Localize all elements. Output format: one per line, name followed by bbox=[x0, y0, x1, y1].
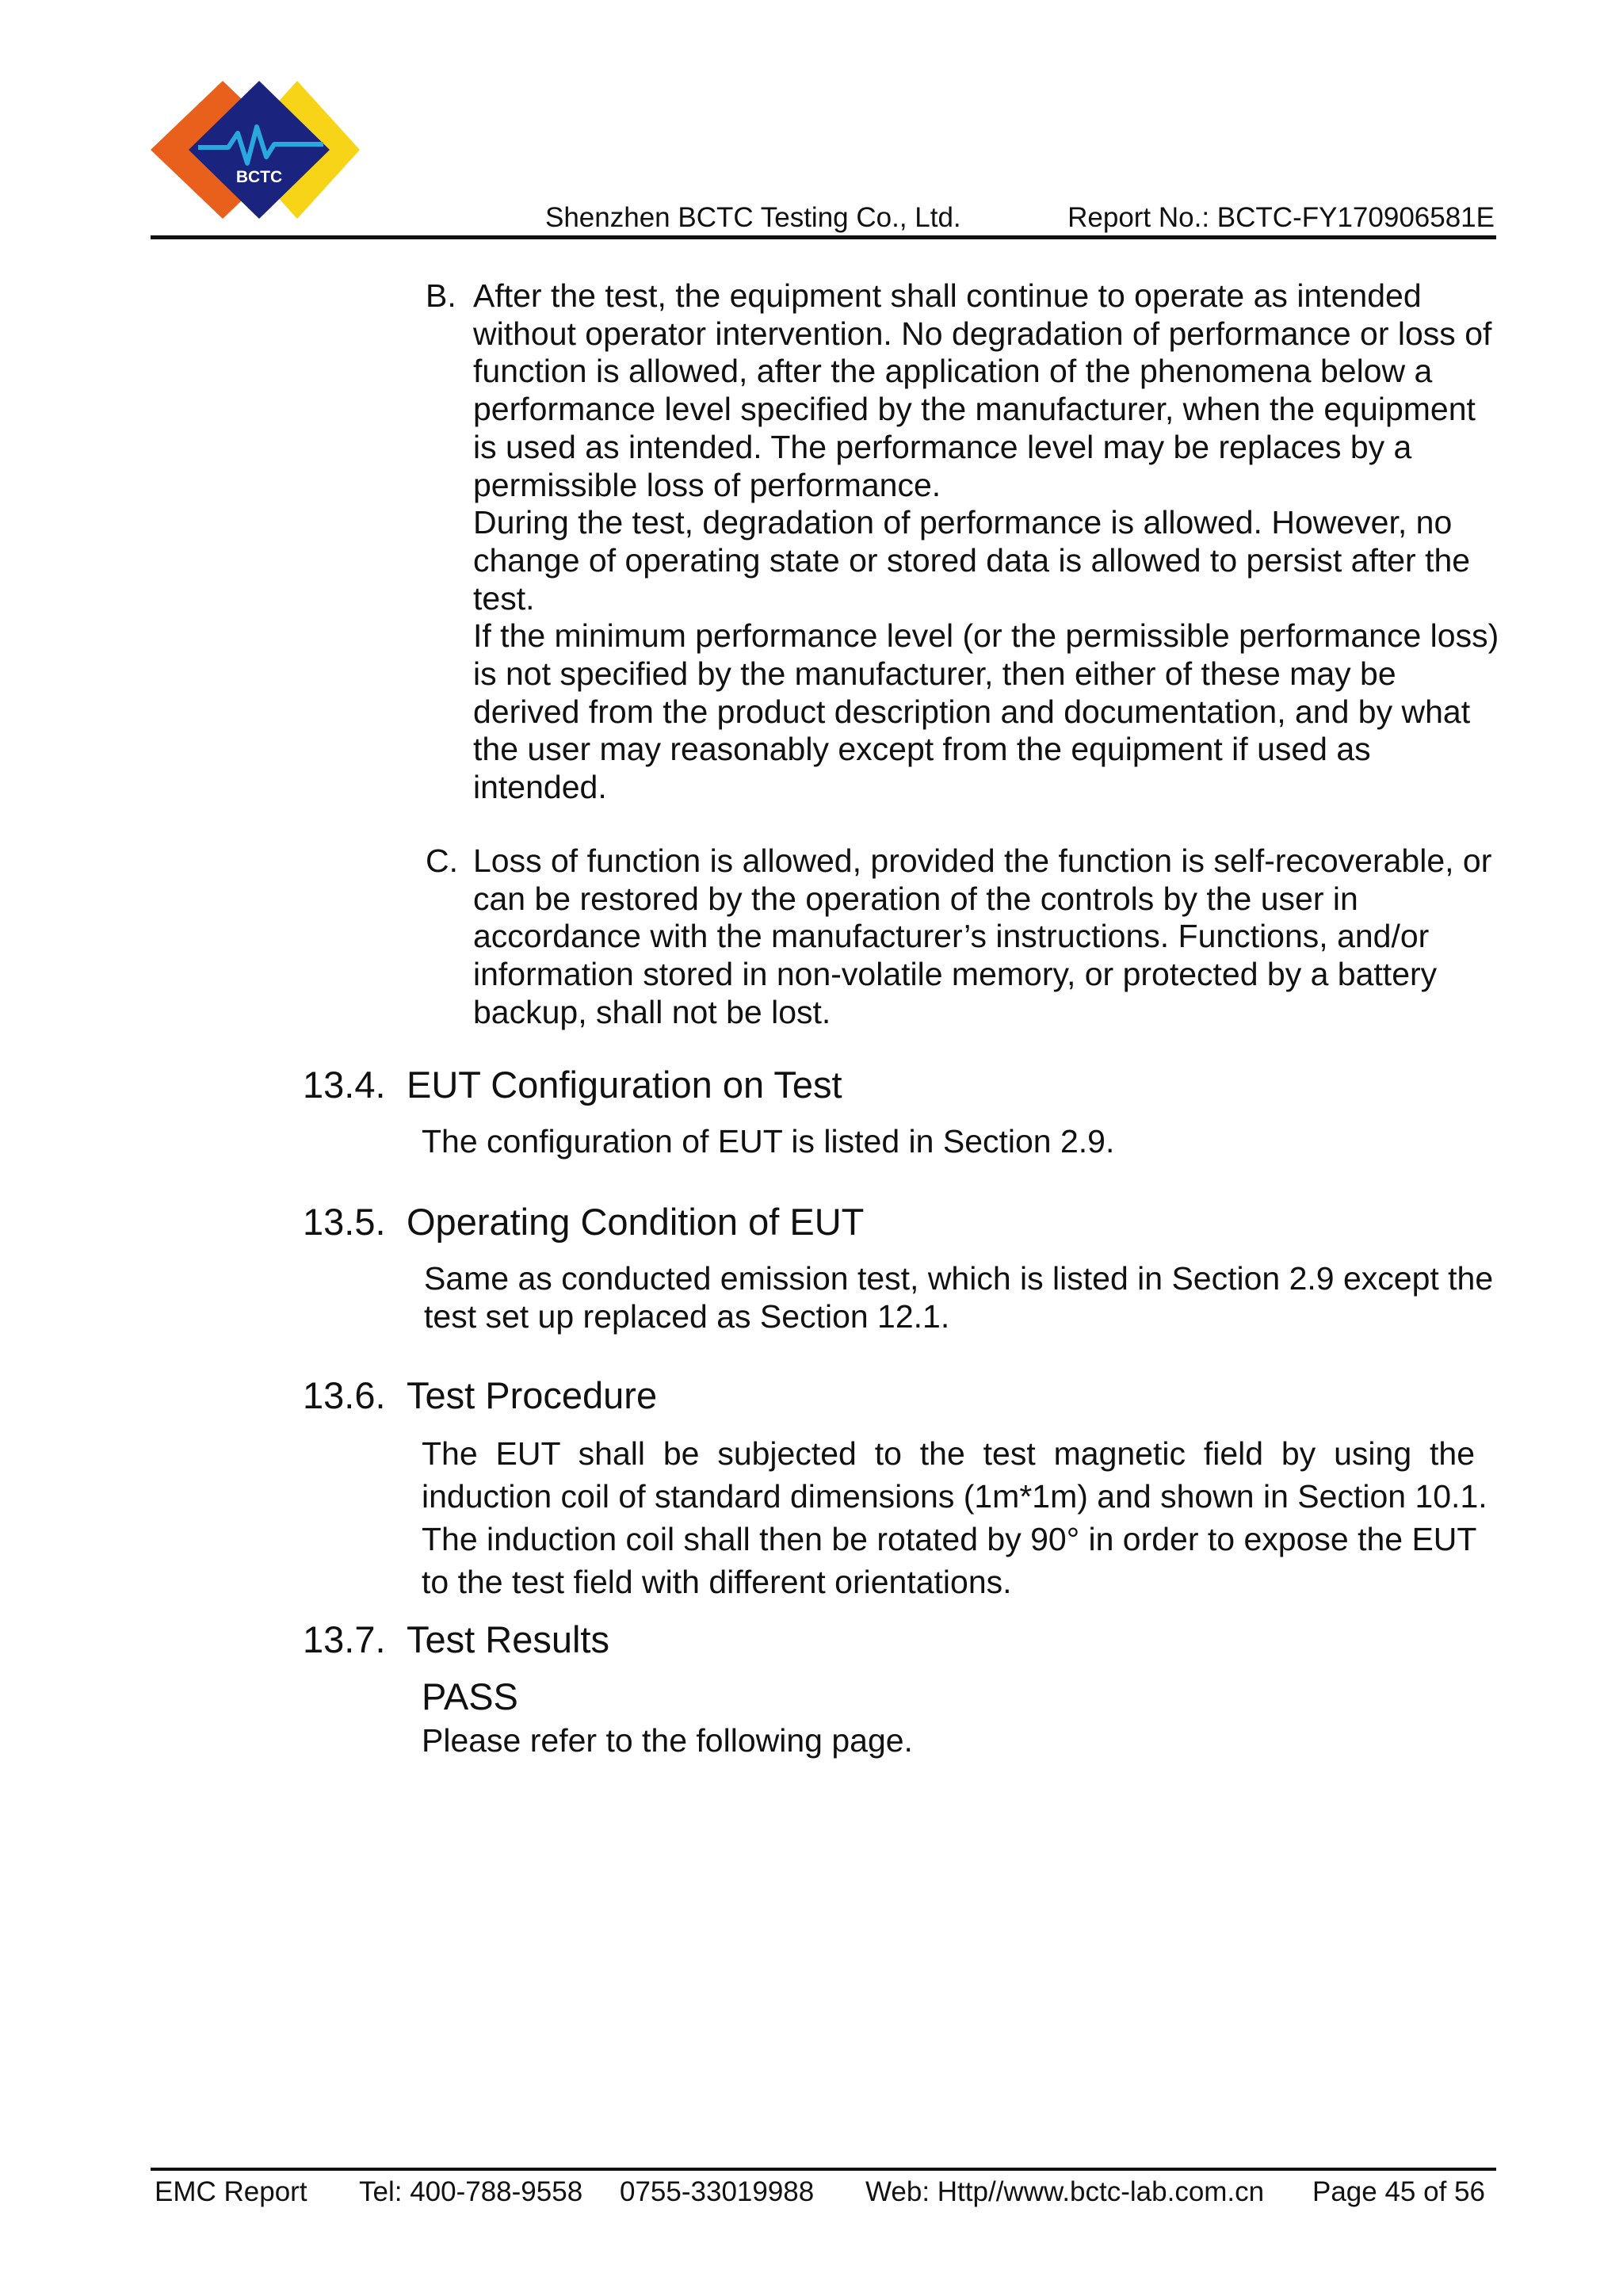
item-c-line: information stored in non-volatile memory, or protected by a battery bbox=[473, 956, 1438, 993]
section-number: 13.5. bbox=[303, 1201, 386, 1243]
bctc-logo bbox=[151, 78, 365, 222]
footer-web: Web: Http//www.bctc-lab.com.cn bbox=[865, 2176, 1265, 2207]
item-c-line: backup, shall not be lost. bbox=[473, 993, 831, 1030]
item-c-letter: C. bbox=[426, 842, 458, 879]
section-line: The configuration of EUT is listed in Section 2.9. bbox=[422, 1123, 1115, 1159]
footer-phone: 0755-33019988 bbox=[620, 2176, 815, 2207]
item-b-line: without operator intervention. No degradation of performance or loss of bbox=[473, 315, 1492, 352]
section-title: Test Procedure bbox=[407, 1374, 658, 1416]
footer-label: EMC Report bbox=[155, 2176, 307, 2207]
item-b-line: change of operating state or stored data is allowed to persist after the bbox=[473, 541, 1471, 579]
section-title: EUT Configuration on Test bbox=[407, 1064, 842, 1106]
section-number: 13.6. bbox=[303, 1374, 386, 1416]
item-b-line: After the test, the equipment shall continue to operate as intended bbox=[473, 277, 1422, 314]
item-b-line: performance level specified by the manufacturer, when the equipment bbox=[473, 391, 1476, 428]
item-b-letter: B. bbox=[426, 277, 456, 314]
item-c-line: accordance with the manufacturer’s instructions. Functions, and/or bbox=[473, 918, 1430, 955]
footer-tel: Tel: 400-788-9558 bbox=[359, 2176, 583, 2207]
item-c-line: can be restored by the operation of the controls by the user in bbox=[473, 880, 1358, 917]
section-line: induction coil of standard dimensions (1m*1m) and shown in Section 10.1. bbox=[422, 1478, 1487, 1515]
section-body bbox=[422, 1122, 1114, 1160]
item-b-line: permissible loss of performance. bbox=[473, 466, 941, 503]
section-line: to the test field with different orientations. bbox=[422, 1564, 1012, 1600]
company-name: Shenzhen BCTC Testing Co., Ltd. bbox=[545, 202, 961, 233]
footer-divider bbox=[151, 2168, 1496, 2171]
section-title: Test Results bbox=[407, 1618, 609, 1660]
report-number: Report No.: BCTC-FY170906581E bbox=[1067, 202, 1495, 233]
result-note: Please refer to the following page. bbox=[422, 1722, 913, 1759]
section-line: Same as conducted emission test, which is listed in Section 2.9 except the bbox=[424, 1260, 1494, 1297]
item-b-line: If the minimum performance level (or the permissible performance loss) bbox=[473, 617, 1499, 655]
logo-text: BCTC bbox=[235, 168, 283, 186]
header-divider bbox=[151, 235, 1496, 239]
item-b-line: the user may reasonably except from the equipment if used as bbox=[473, 731, 1371, 768]
section-number: 13.4. bbox=[303, 1064, 386, 1106]
section-title: Operating Condition of EUT bbox=[407, 1201, 865, 1243]
footer-page-number: Page 45 of 56 bbox=[1312, 2176, 1485, 2207]
section-number: 13.7. bbox=[303, 1618, 386, 1660]
item-b-line: intended. bbox=[473, 769, 607, 806]
item-b-line: is not specified by the manufacturer, then either of these may be bbox=[473, 655, 1396, 693]
section-body bbox=[422, 1432, 1487, 1603]
section-line: The EUT shall be subjected to the test magnetic field by using the bbox=[422, 1435, 1475, 1472]
item-c-line: Loss of function is allowed, provided the function is self-recoverable, or bbox=[473, 842, 1492, 879]
item-b-line: derived from the product description and documentation, and by what bbox=[473, 693, 1471, 730]
section-line: The induction coil shall then be rotated by 90° in order to expose the EUT bbox=[422, 1521, 1477, 1557]
item-b-text bbox=[473, 277, 1598, 807]
item-c-text bbox=[473, 842, 1598, 1032]
result-status: PASS bbox=[422, 1675, 518, 1717]
item-b-line: function is allowed, after the application of the phenomena below a bbox=[473, 353, 1433, 390]
item-b-line: is used as intended. The performance level may be replaces by a bbox=[473, 428, 1412, 465]
section-line: test set up replaced as Section 12.1. bbox=[424, 1298, 950, 1335]
item-b-line: During the test, degradation of performance is allowed. However, no bbox=[473, 504, 1453, 541]
section-body bbox=[424, 1259, 1493, 1335]
item-b-line: test. bbox=[473, 579, 535, 617]
